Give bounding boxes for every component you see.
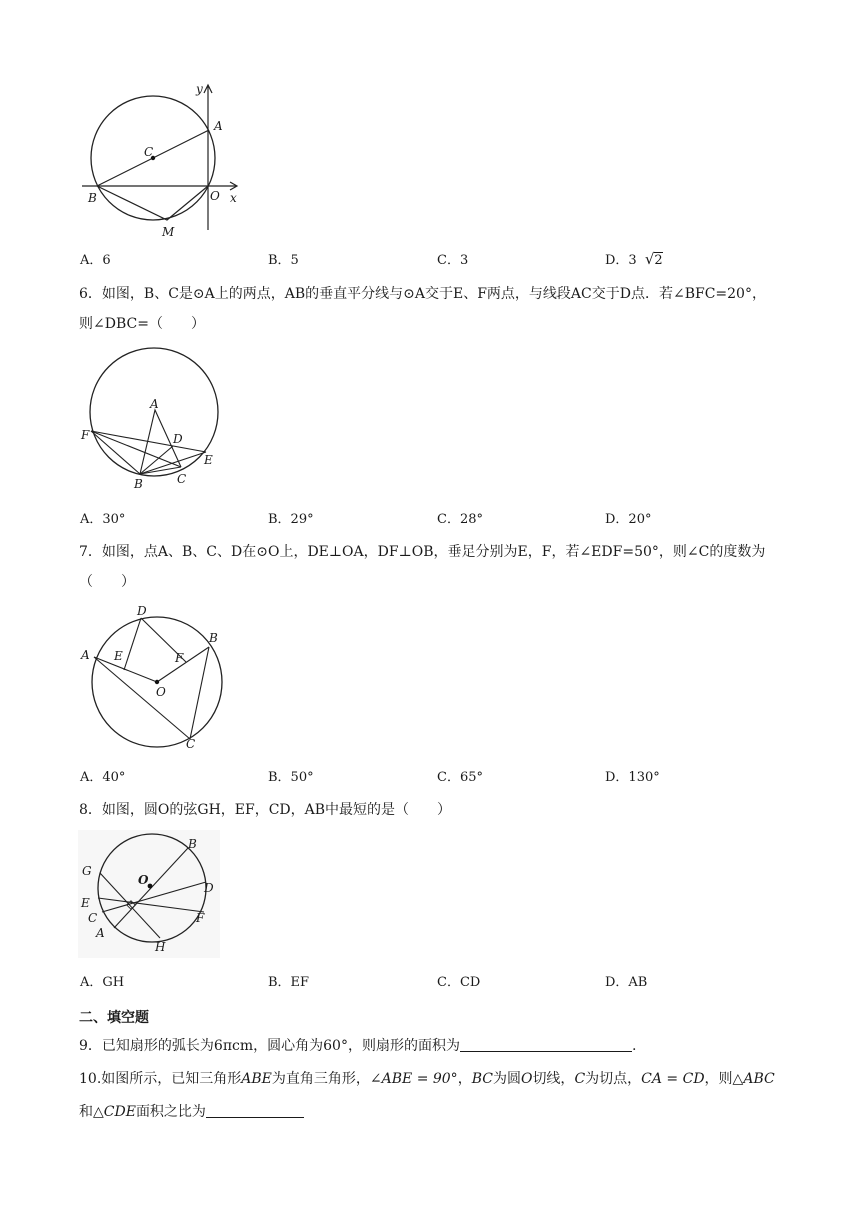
q5-option-b: B．5 [268, 253, 299, 268]
q6-label-f: F [81, 428, 90, 442]
q5-label-x: x [230, 191, 237, 205]
q6-figure [78, 342, 228, 492]
q6-option-c: C．28° [437, 512, 483, 527]
q6-label-b: B [134, 477, 143, 491]
q10-text-1: 10.如图所示，已知三角形 [79, 1071, 242, 1087]
q10-math-angle: ∠ABE = 90° [369, 1071, 458, 1087]
q10-math-o: O [520, 1071, 533, 1087]
q8-label-e: E [81, 896, 90, 910]
q5-option-a: A．6 [80, 253, 111, 268]
q5-option-d-text: D．3 [605, 253, 637, 268]
q7-option-a: A．40° [80, 770, 126, 785]
q6-label-a: A [150, 397, 159, 411]
q6-label-d: D [173, 432, 183, 446]
q9-stem [79, 1036, 636, 1056]
q7-option-c: C．65° [437, 770, 483, 785]
q10-text-7: ，则△ [704, 1071, 744, 1087]
q8-label-d: D [204, 881, 214, 895]
q8-option-b: B．EF [268, 975, 310, 990]
section-title-fill-in: 二、填空题 [79, 1010, 149, 1026]
q7-label-f: F [175, 651, 184, 665]
q8-figure [78, 830, 220, 958]
q5-label-y: y [196, 82, 203, 96]
q10-text-3: ， [457, 1071, 472, 1087]
q7-figure [78, 600, 238, 750]
q6-stem-line1: 6．如图，B、C是⊙A上的两点，AB的垂直平分线与⊙A交于E、F两点，与线段AC交于D点．若∠BFC=20°， [79, 286, 766, 302]
q8-stem: 8．如图，圆O的弦GH，EF，CD，AB中最短的是（ ） [79, 802, 452, 818]
q5-option-c: C．3 [437, 253, 469, 268]
q6-option-d: D．20° [605, 512, 652, 527]
q10-stem-line1 [79, 1069, 775, 1089]
q5-sqrt: √2 [644, 250, 663, 268]
q8-label-o: O [138, 873, 149, 887]
q10-answer-blank[interactable] [206, 1103, 304, 1118]
q10-stem-line2 [79, 1102, 304, 1122]
q8-label-g: G [82, 864, 92, 878]
q5-option-d [605, 249, 663, 268]
q6-option-a: A．30° [80, 512, 126, 527]
q9-end: . [631, 1038, 637, 1054]
q7-label-c: C [186, 737, 196, 750]
q5-figure [78, 80, 248, 240]
q7-label-a: A [81, 648, 90, 662]
q6-label-e: E [204, 453, 213, 467]
q5-sqrt-radicand: 2 [654, 253, 663, 268]
q6-option-b: B．29° [268, 512, 314, 527]
q10-text-8: 和△ [79, 1104, 104, 1120]
q5-label-m: M [162, 225, 175, 239]
q9-text: 9．已知扇形的弧长为6πcm，圆心角为60°，则扇形的面积为 [79, 1038, 460, 1054]
q6-stem-line2: 则∠DBC=（ ） [79, 316, 205, 332]
q10-text-9: 面积之比为 [135, 1104, 206, 1120]
q10-text-6: 为切点， [585, 1071, 642, 1087]
q7-label-d: D [137, 604, 147, 618]
q8-label-h: H [155, 940, 166, 954]
q10-math-c: C [574, 1071, 586, 1087]
q7-stem-line2: （ ） [79, 574, 135, 590]
q7-label-o: O [156, 685, 166, 699]
q7-label-e: E [114, 649, 123, 663]
q10-math-cde: CDE [103, 1104, 136, 1120]
q5-label-b: B [88, 191, 97, 205]
q10-math-abc: ABC [743, 1071, 775, 1087]
q7-stem-line1: 7．如图，点A、B、C、D在⊙O上，DE⊥OA，DF⊥OB，垂足分别为E，F，若∠EDF=50°，则∠C的度数为 [79, 544, 766, 560]
q6-label-c: C [177, 472, 187, 486]
q5-label-a: A [214, 119, 223, 133]
q10-text-4: 为圆 [492, 1071, 521, 1087]
q8-label-f: F [196, 911, 205, 925]
q8-label-c: C [88, 911, 98, 925]
q9-answer-blank[interactable] [460, 1037, 632, 1052]
q10-math-bc: BC [471, 1071, 493, 1087]
q10-text-5: 切线， [532, 1071, 575, 1087]
q10-math-abe: ABE [241, 1071, 272, 1087]
q7-label-b: B [209, 631, 218, 645]
q10-math-ca-cd: CA = CD [641, 1071, 705, 1087]
q8-option-d: D．AB [605, 975, 648, 990]
q8-option-c: C．CD [437, 975, 481, 990]
q5-label-c: C [144, 145, 154, 159]
q10-text-2: 为直角三角形， [271, 1071, 370, 1087]
q7-option-d: D．130° [605, 770, 660, 785]
q7-option-b: B．50° [268, 770, 314, 785]
q5-label-o: O [210, 189, 220, 203]
q8-option-a: A．GH [80, 975, 125, 990]
q8-label-b: B [188, 837, 197, 851]
q8-label-a: A [96, 926, 105, 940]
